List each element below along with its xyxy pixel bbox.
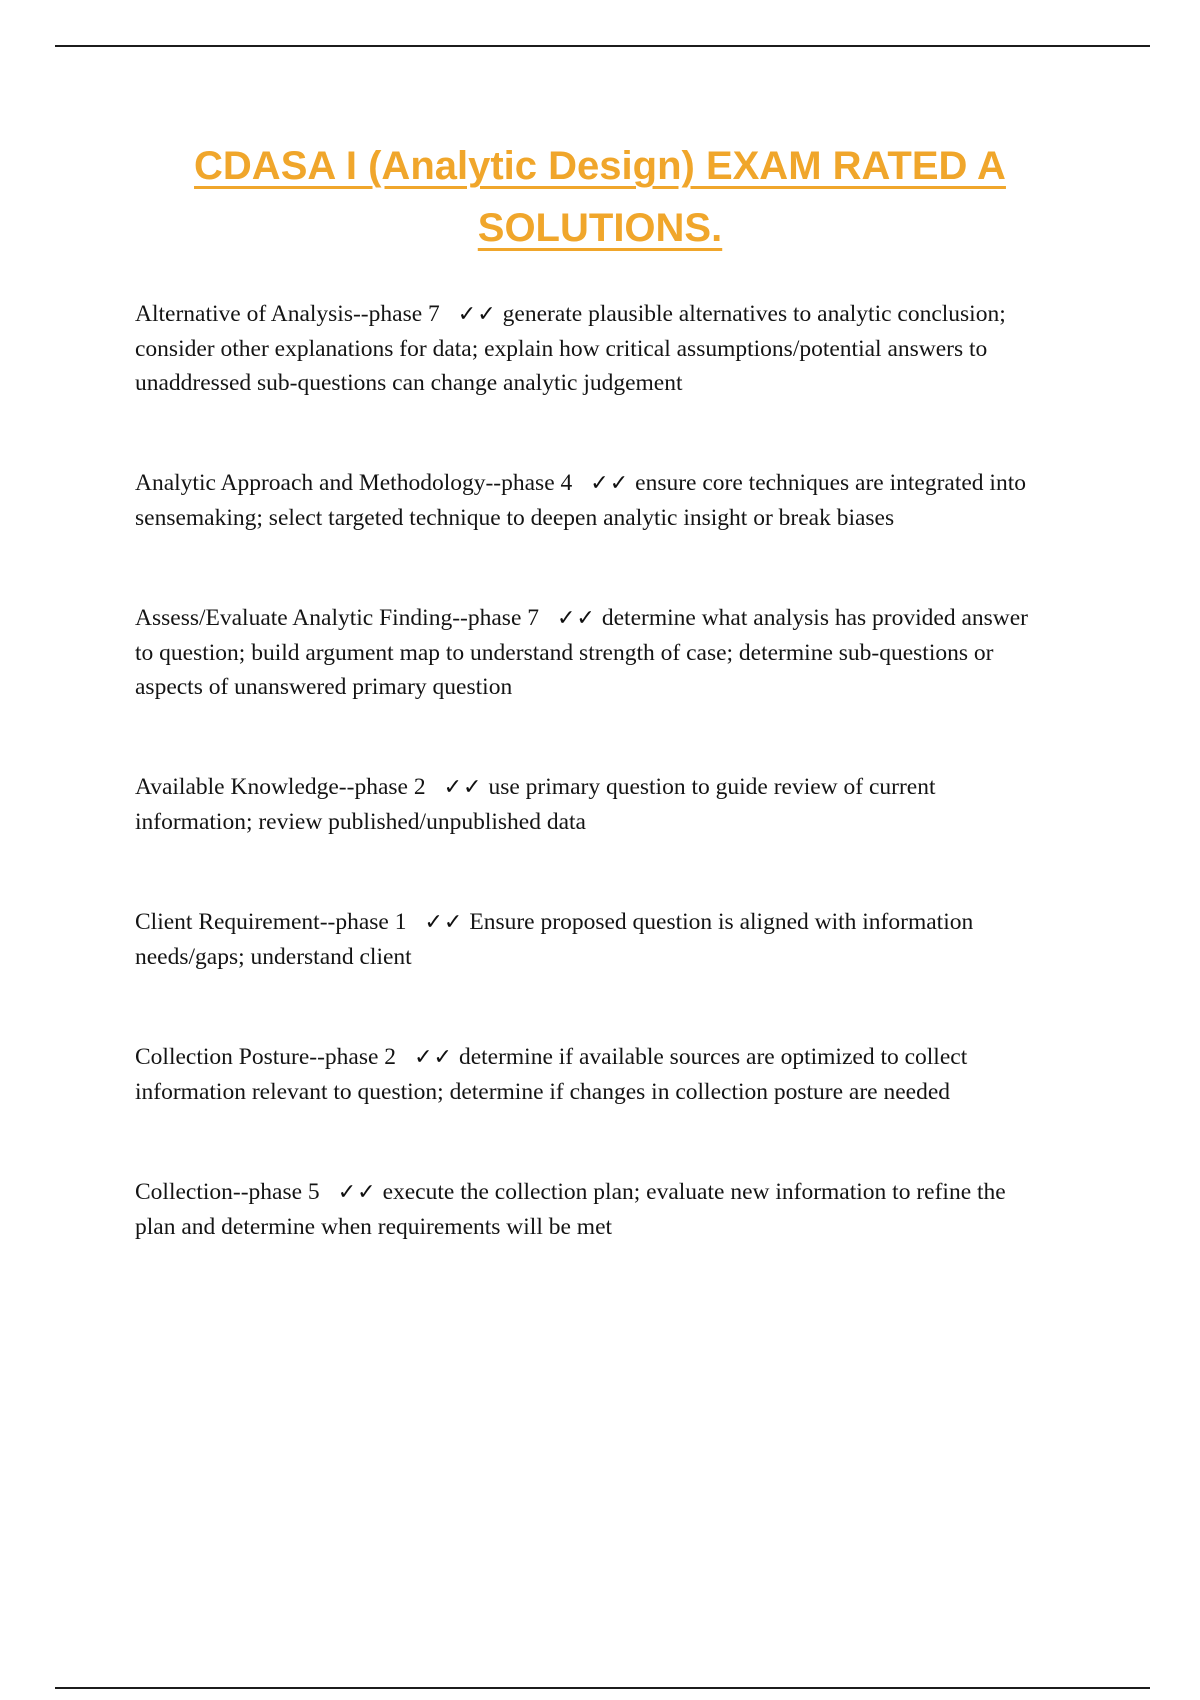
bottom-rule-line: [55, 1687, 1150, 1689]
title-line-1: CDASA I (Analytic Design) EXAM RATED A: [194, 144, 1006, 188]
double-checkmark-icon: ✓✓: [443, 775, 483, 800]
qa-answer: determine if available sources are optimized to collect information relevant to question; determine if changes in collection posture are needed: [135, 1044, 968, 1105]
double-checkmark-icon: ✓✓: [590, 471, 630, 496]
qa-term: Available Knowledge--phase 2: [135, 774, 426, 800]
qa-answer: Ensure proposed question is aligned with information needs/gaps; understand client: [135, 909, 974, 970]
double-checkmark-icon: ✓✓: [457, 302, 497, 327]
double-checkmark-icon: ✓✓: [337, 1180, 377, 1205]
double-checkmark-icon: ✓✓: [414, 1045, 453, 1070]
qa-item: [135, 1040, 1030, 1109]
qa-term: Collection--phase 5: [135, 1179, 320, 1205]
document-title: [120, 135, 1080, 259]
qa-term: Assess/Evaluate Analytic Finding--phase 7: [135, 605, 539, 631]
qa-term: Client Requirement--phase 1: [135, 909, 407, 935]
double-checkmark-icon: ✓✓: [424, 910, 464, 935]
qa-item: [135, 297, 1030, 400]
qa-content: [135, 297, 1030, 1244]
qa-term: Alternative of Analysis--phase 7: [135, 301, 440, 327]
qa-item: [135, 466, 1030, 535]
qa-item: [135, 1175, 1030, 1244]
qa-term: Analytic Approach and Methodology--phase 4: [135, 470, 573, 496]
double-checkmark-icon: ✓✓: [557, 606, 596, 631]
qa-answer: generate plausible alternatives to analytic conclusion; consider other explanations for data; explain how critical assumptions/potential answers to unaddressed sub-questions can change analytic judgement: [135, 301, 1006, 396]
qa-answer: ensure core techniques are integrated into sensemaking; select targeted technique to deepen analytic insight or break biases: [135, 470, 1026, 531]
qa-item: [135, 905, 1030, 974]
qa-item: [135, 770, 1030, 839]
qa-term: Collection Posture--phase 2: [135, 1044, 397, 1070]
top-rule-line: [55, 45, 1150, 47]
qa-item: [135, 601, 1030, 704]
title-line-2: SOLUTIONS.: [477, 206, 723, 250]
qa-answer: execute the collection plan; evaluate new information to refine the plan and determine when requirements will be met: [135, 1179, 1006, 1240]
qa-answer: use primary question to guide review of current information; review published/unpublished data: [135, 774, 936, 835]
qa-answer: determine what analysis has provided answer to question; build argument map to understand strength of case; determine sub-questions or aspects of unanswered primary question: [135, 605, 1029, 700]
